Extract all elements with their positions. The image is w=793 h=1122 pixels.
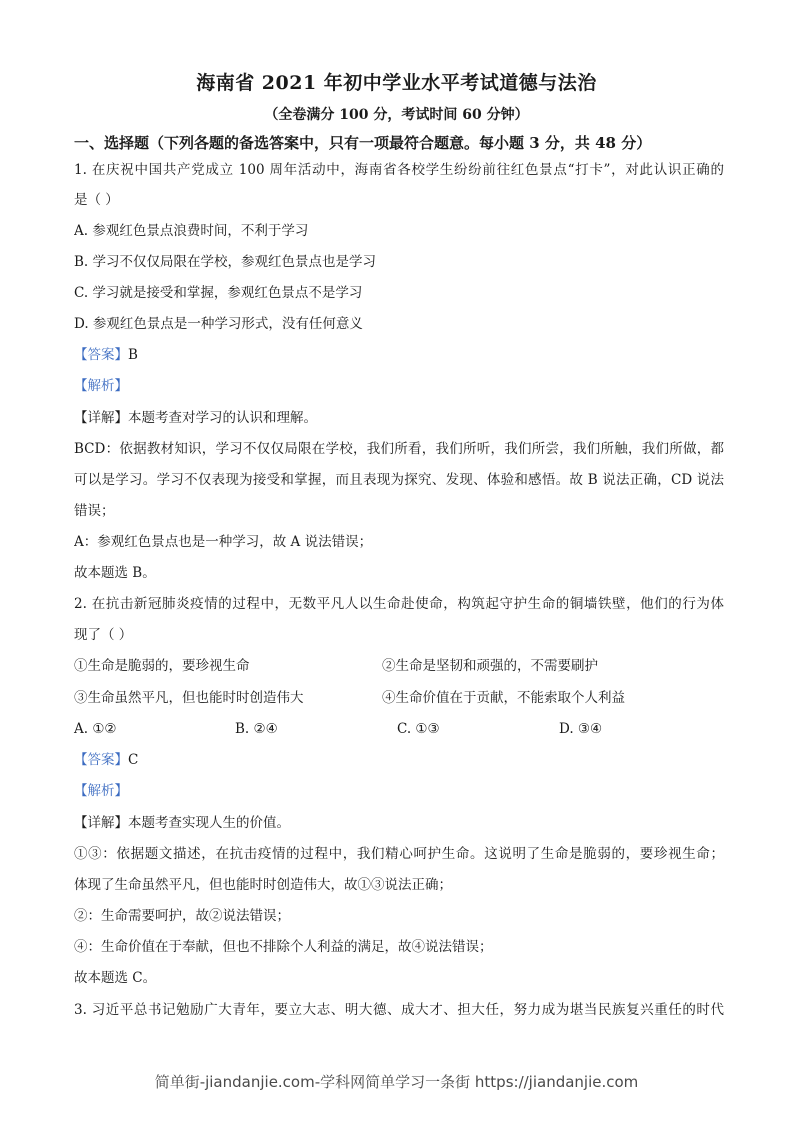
q1-conclusion: 故本题选 B。 bbox=[74, 565, 156, 581]
q1-stem-line1: 1. 在庆祝中国共产党成立 100 周年活动中，海南省各校学生纷纷前往红色景点“打卡”，对此认识正确的 bbox=[74, 162, 724, 178]
q1-option-b: B. 学习不仅仅局限在学校，参观红色景点也是学习 bbox=[74, 254, 377, 270]
q2-option-b: B. ②④ bbox=[235, 721, 278, 737]
q2-conclusion: 故本题选 C。 bbox=[74, 970, 157, 986]
q1-option-a: A. 参观红色景点浪费时间，不利于学习 bbox=[74, 223, 309, 239]
q1-option-d: D. 参观红色景点是一种学习形式，没有任何意义 bbox=[74, 316, 363, 332]
analysis-tag: 【解析】 bbox=[74, 378, 128, 394]
answer-value: C bbox=[128, 752, 139, 768]
q2-detail bbox=[74, 813, 724, 833]
detail-tag: 【详解】 bbox=[74, 815, 128, 831]
q2-item-3: ③生命虽然平凡，但也能时时创造伟大 bbox=[74, 690, 304, 706]
q2-explanation-line2: 体现了生命虽然平凡，但也能时时创造伟大，故①③说法正确； bbox=[74, 877, 452, 893]
page-subtitle: （全卷满分 100 分，考试时间 60 分钟） bbox=[264, 107, 529, 123]
q1-answer bbox=[74, 345, 724, 365]
section-heading: 一、选择题（下列各题的备选答案中，只有一项最符合题意。每小题 3 分，共 48 分） bbox=[74, 134, 652, 152]
q2-option-c: C. ①③ bbox=[397, 721, 440, 737]
footer-watermark: 简单街-jiandanjie.com-学科网简单学习一条街 https://jiandanjie.com bbox=[154, 1073, 639, 1091]
q2-option-a: A. ①② bbox=[74, 721, 117, 737]
detail-text: 本题考查实现人生的价值。 bbox=[128, 815, 290, 831]
q2-item-2: ②生命是坚韧和顽强的，不需要刷护 bbox=[382, 658, 598, 674]
analysis-tag: 【解析】 bbox=[74, 783, 128, 799]
q1-option-c: C. 学习就是接受和掌握，参观红色景点不是学习 bbox=[74, 285, 363, 301]
q2-explanation-line3: ②：生命需要呵护，故②说法错误； bbox=[74, 908, 290, 924]
q1-detail bbox=[74, 408, 724, 428]
q2-stem-line2: 现了（ ） bbox=[74, 627, 133, 643]
q1-explanation-line4: A：参观红色景点也是一种学习，故 A 说法错误； bbox=[74, 534, 373, 550]
q2-answer bbox=[74, 750, 724, 770]
answer-tag: 【答案】 bbox=[74, 347, 128, 363]
q1-analysis bbox=[74, 376, 724, 396]
answer-tag: 【答案】 bbox=[74, 752, 128, 768]
q2-analysis bbox=[74, 781, 724, 801]
q1-explanation-line2: 可以是学习。学习不仅表现为接受和掌握，而且表现为探究、发现、体验和感悟。故 B 说法正确，CD 说法 bbox=[74, 472, 724, 488]
q2-item-4: ④生命价值在于贡献，不能索取个人利益 bbox=[382, 690, 625, 706]
q2-explanation-line1: ①③：依据题文描述，在抗击疫情的过程中，我们精心呵护生命。这说明了生命是脆弱的，要珍视生命； bbox=[74, 846, 724, 862]
page-title: 海南省 2021 年初中学业水平考试道德与法治 bbox=[196, 72, 597, 94]
answer-value: B bbox=[128, 347, 138, 363]
detail-text: 本题考查对学习的认识和理解。 bbox=[128, 410, 317, 426]
q2-stem-line1: 2. 在抗击新冠肺炎疫情的过程中，无数平凡人以生命赴使命，构筑起守护生命的铜墙铁壁，他们的行为体 bbox=[74, 596, 724, 612]
q1-stem-line2: 是（ ） bbox=[74, 192, 119, 208]
q1-explanation-line1: BCD：依据教材知识，学习不仅仅局限在学校，我们所看，我们所听，我们所尝，我们所触，我们所做，都 bbox=[74, 441, 724, 457]
q2-option-d: D. ③④ bbox=[559, 721, 603, 737]
q3-stem-line1: 3. 习近平总书记勉励广大青年，要立大志、明大德、成大才、担大任，努力成为堪当民族复兴重任的时代 bbox=[74, 1002, 724, 1018]
q2-item-1: ①生命是脆弱的，要珍视生命 bbox=[74, 658, 250, 674]
detail-tag: 【详解】 bbox=[74, 410, 128, 426]
q1-explanation-line3: 错误； bbox=[74, 503, 115, 519]
q2-explanation-line4: ④：生命价值在于奉献，但也不排除个人利益的满足，故④说法错误； bbox=[74, 939, 493, 955]
